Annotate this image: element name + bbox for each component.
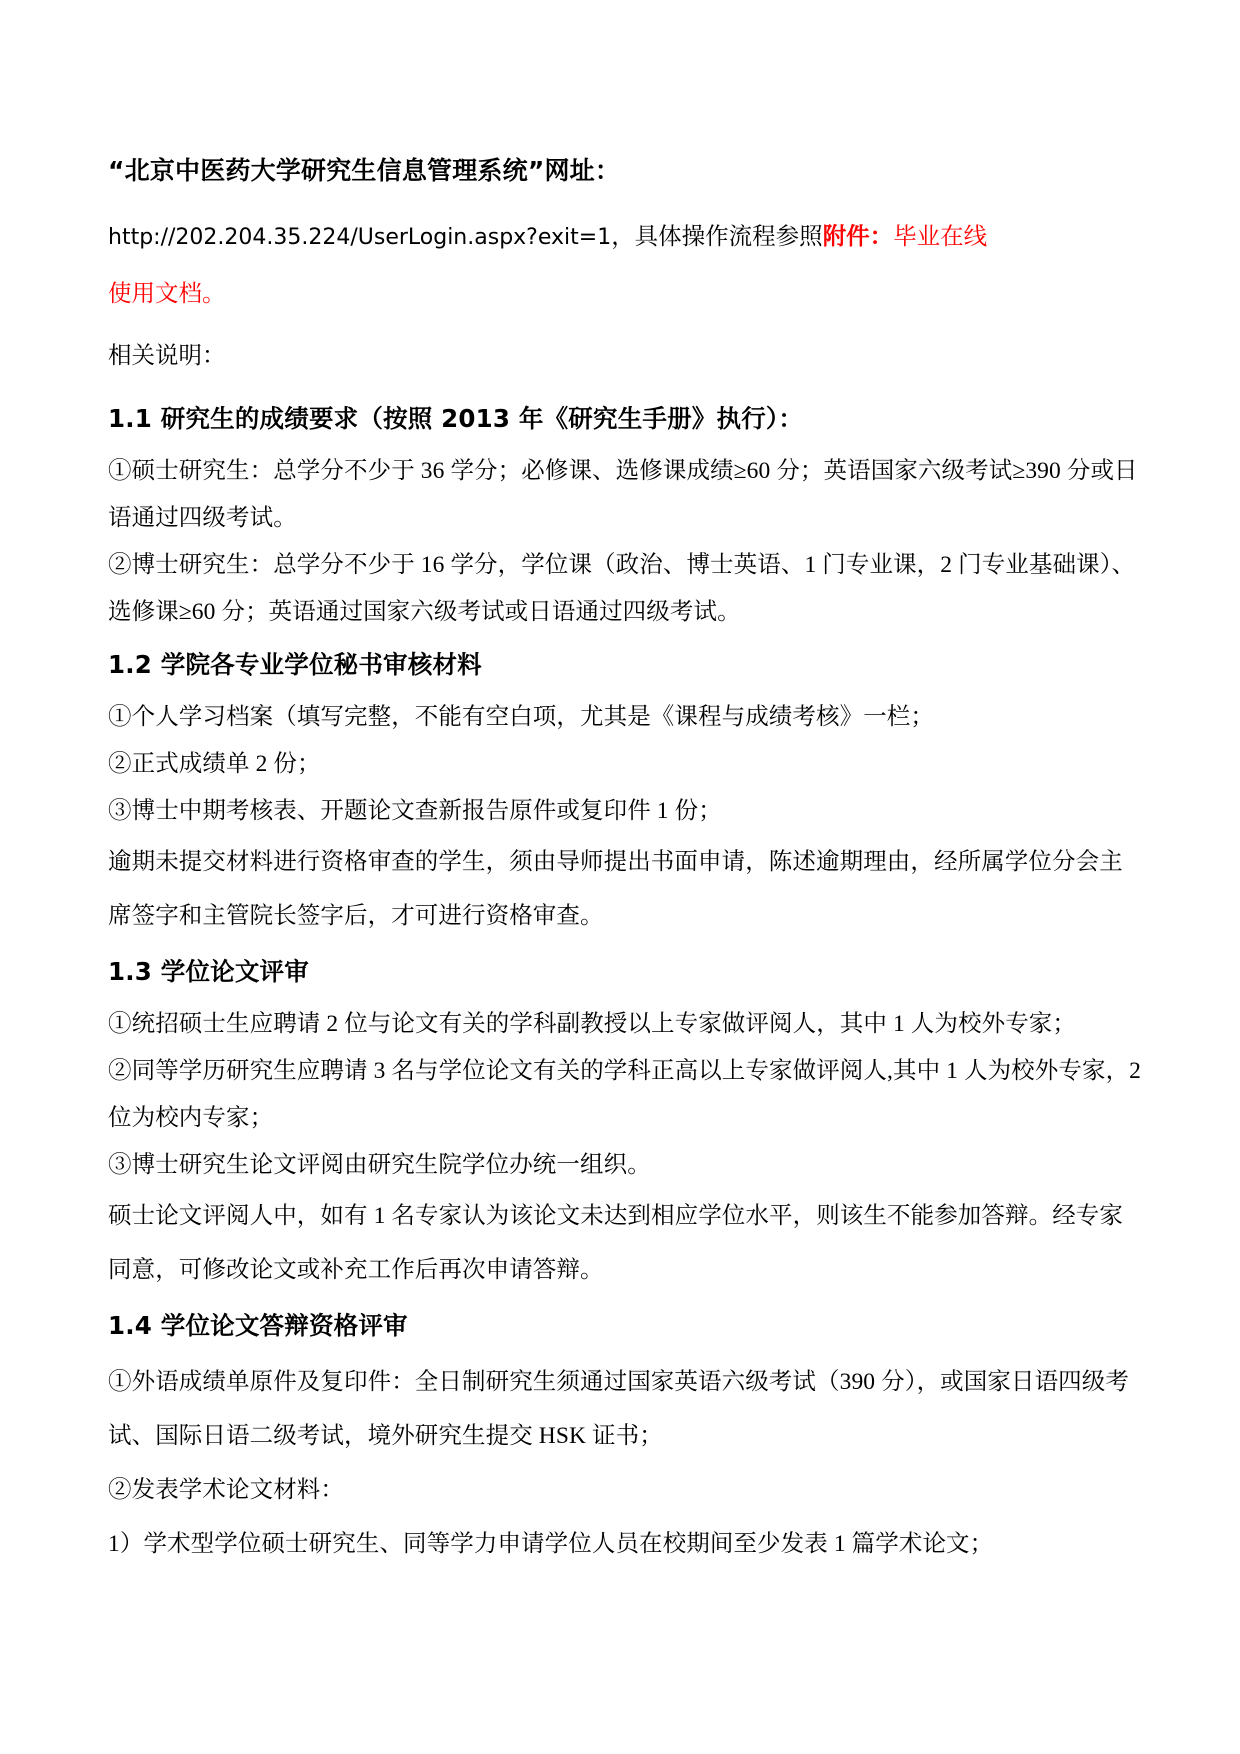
section-1-2-paragraph-2: ②正式成绩单 2 份；: [108, 751, 321, 777]
section-1-3-paragraph-2: ②同等学历研究生应聘请 3 名与学位论文有关的学科正高以上专家做评阅人,其中 1 人为校外专家，2 位为校内专家；: [108, 1058, 1142, 1131]
url-trailing-text: ，具体操作流程参照: [611, 224, 823, 250]
section-1-4-paragraph-1: ①外语成绩单原件及复印件：全日制研究生须通过国家英语六级考试（390 分），或国家日语四级考试、国际日语二级考试，境外研究生提交 HSK 证书；: [108, 1369, 1129, 1449]
section-1-2-paragraph-4: 逾期未提交材料进行资格审查的学生，须由导师提出书面申请，陈述逾期理由，经所属学位分会主席签字和主管院长签字后，才可进行资格审查。: [108, 849, 1123, 929]
page-title: “北京中医药大学研究生信息管理系统”网址：: [108, 156, 621, 185]
section-number-1-2: 1.2: [108, 650, 153, 679]
section-heading-1-3: [108, 943, 1142, 1001]
system-url-paragraph: [108, 208, 1142, 266]
section-number-1-4: 1.4: [108, 1311, 153, 1340]
section-1-1-paragraph-1: ①硕士研究生：总学分不少于 36 学分；必修课、选修课成绩≥60 分；英语国家六级考试≥390 分或日语通过四级考试。: [108, 458, 1138, 531]
section-title-1-2: 学院各专业学位秘书审核材料: [160, 650, 482, 679]
section-title-1-1: 研究生的成绩要求（按照 2013 年《研究生手册》执行）：: [160, 404, 804, 433]
section-1-3-paragraph-3: ③博士研究生论文评阅由研究生院学位办统一组织。: [108, 1152, 651, 1178]
section-1-1-paragraph-2: ②博士研究生：总学分不少于 16 学分，学位课（政治、博士英语、1 门专业课，2 门专业基础课）、选修课≥60 分；英语通过国家六级考试或日语通过四级考试。: [108, 552, 1136, 625]
attachment-label: 附件：: [822, 222, 894, 250]
system-url-link[interactable]: http://202.204.35.224/UserLogin.aspx?exit=1: [108, 225, 612, 250]
section-title-1-4: 学位论文答辩资格评审: [160, 1311, 408, 1340]
section-heading-1-1: [108, 390, 1142, 448]
section-number-1-3: 1.3: [108, 957, 153, 986]
notes-label: 相关说明：: [108, 343, 226, 369]
attachment-name-part1: 毕业在线: [893, 224, 988, 250]
section-1-4-paragraph-2: ②发表学术论文材料：: [108, 1477, 344, 1503]
section-1-2-paragraph-3: ③博士中期考核表、开题论文查新报告原件或复印件 1 份；: [108, 798, 722, 824]
section-title-1-3: 学位论文评审: [160, 957, 309, 986]
section-1-3-paragraph-1: ①统招硕士生应聘请 2 位与论文有关的学科副教授以上专家做评阅人，其中 1 人为校外专家；: [108, 1011, 1076, 1037]
section-1-2-paragraph-1: ①个人学习档案（填写完整，不能有空白项，尤其是《课程与成绩考核》一栏；: [108, 704, 934, 730]
attachment-name-part2: 使用文档。: [108, 281, 226, 307]
section-1-4-paragraph-3: 1）学术型学位硕士研究生、同等学力申请学位人员在校期间至少发表 1 篇学术论文；: [108, 1531, 994, 1557]
section-1-3-paragraph-4: 硕士论文评阅人中，如有 1 名专家认为该论文未达到相应学位水平，则该生不能参加答辩。经专家同意，可修改论文或补充工作后再次申请答辩。: [108, 1203, 1123, 1283]
section-heading-1-2: [108, 636, 1142, 694]
section-heading-1-4: [108, 1297, 1142, 1355]
document-body: [108, 140, 1142, 1571]
section-number-1-1: 1.1: [108, 404, 153, 433]
